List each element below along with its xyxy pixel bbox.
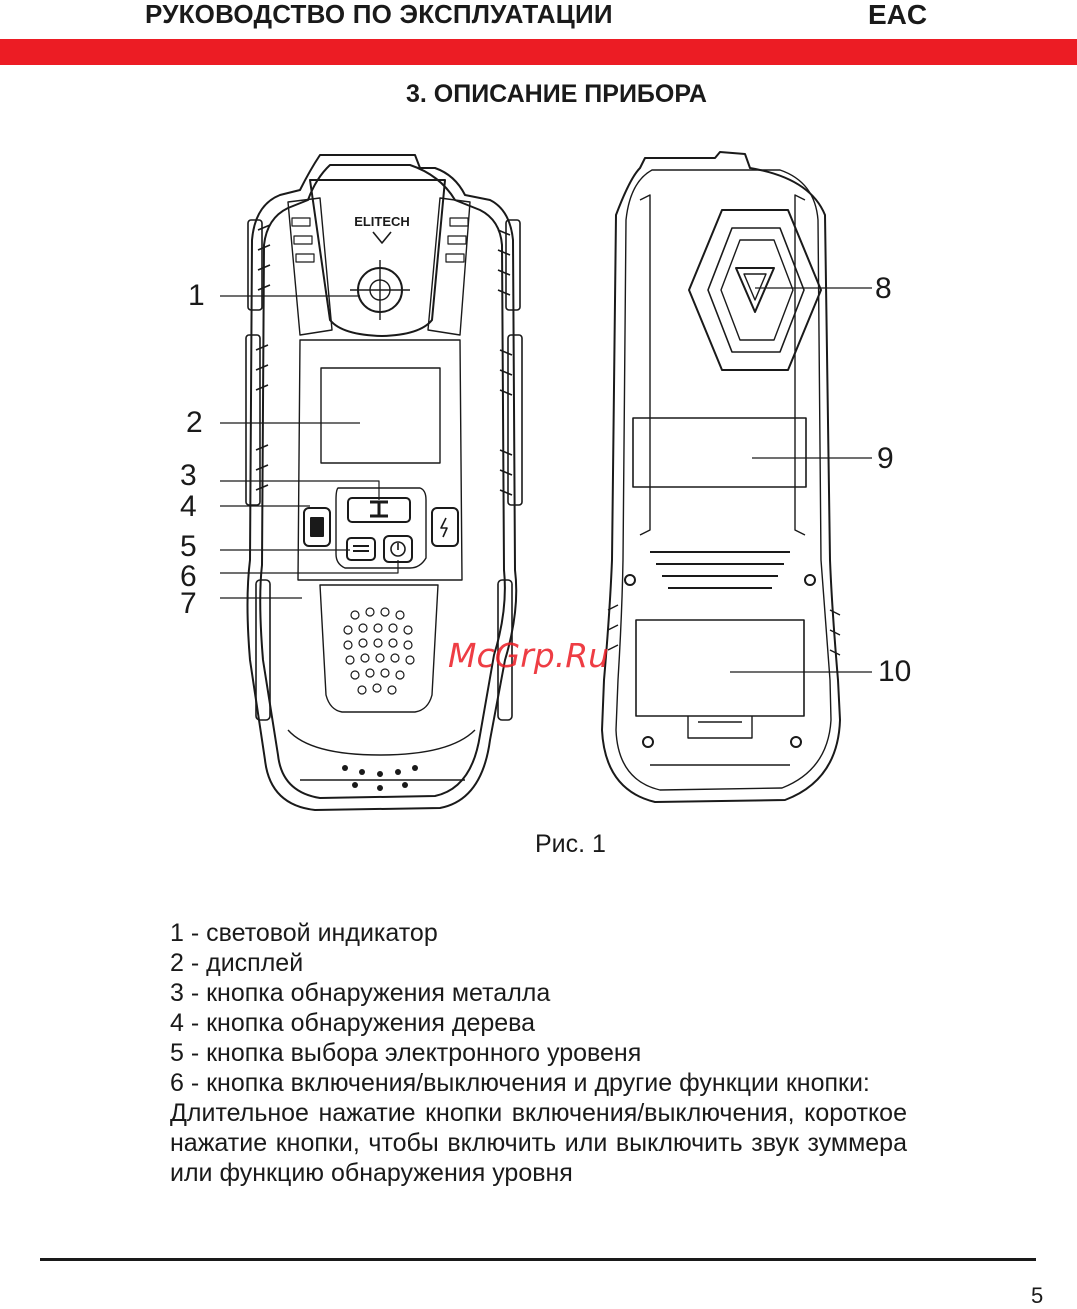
callout-6: 6 [180,560,197,593]
page-number: 5 [1031,1283,1044,1308]
callout-2: 2 [186,406,203,439]
long-press-description: Длительное нажатие кнопки включения/выключения, короткое нажатие кнопки, чтобы включить или выключить звук зуммера или функцию обнаружения уровня [170,1099,907,1187]
section-title: 3. ОПИСАНИЕ ПРИБОРА [406,80,707,108]
callout-5: 5 [180,530,197,563]
callout-3: 3 [180,459,197,492]
level-select-button[interactable] [347,538,375,560]
callout-4: 4 [180,490,197,523]
callout-10: 10 [878,655,912,688]
figure-caption: Рис. 1 [535,830,606,858]
document-header-title: РУКОВОДСТВО ПО ЭКСПЛУАТАЦИИ [145,0,613,29]
label-plate [633,418,806,487]
list-item: 2 - дисплей [170,949,304,977]
list-item: 4 - кнопка обнаружения дерева [170,1009,536,1037]
device-drawing [170,140,930,830]
light-indicator-icon [350,260,410,320]
list-item: 6 - кнопка включения/выключения и другие функции кнопки: [170,1069,870,1097]
device-back-view [602,152,840,802]
side-button[interactable] [432,508,458,546]
list-item: 3 - кнопка обнаружения металла [170,979,551,1007]
callout-lines [220,288,872,672]
footer-rule [40,1258,1036,1261]
device-figure [170,140,930,830]
device-front-view [246,155,522,810]
callout-1: 1 [188,279,205,312]
header-red-band [0,39,1077,65]
display-window [321,368,440,463]
watermark-text: McGrp.Ru [448,636,610,675]
callout-9: 9 [877,442,894,475]
callout-7: 7 [180,587,197,620]
callout-8: 8 [875,272,892,305]
list-item: 5 - кнопка выбора электронного уровеня [170,1039,642,1067]
battery-cover [636,620,804,716]
speaker-grille [344,608,414,694]
list-item: 1 - световой индикатор [170,919,438,947]
eac-certification-mark: EAC [868,0,928,30]
component-description-list [170,918,907,1188]
hex-sensor-icon [689,210,821,370]
elitech-logo-text: ELITECH [354,214,410,229]
